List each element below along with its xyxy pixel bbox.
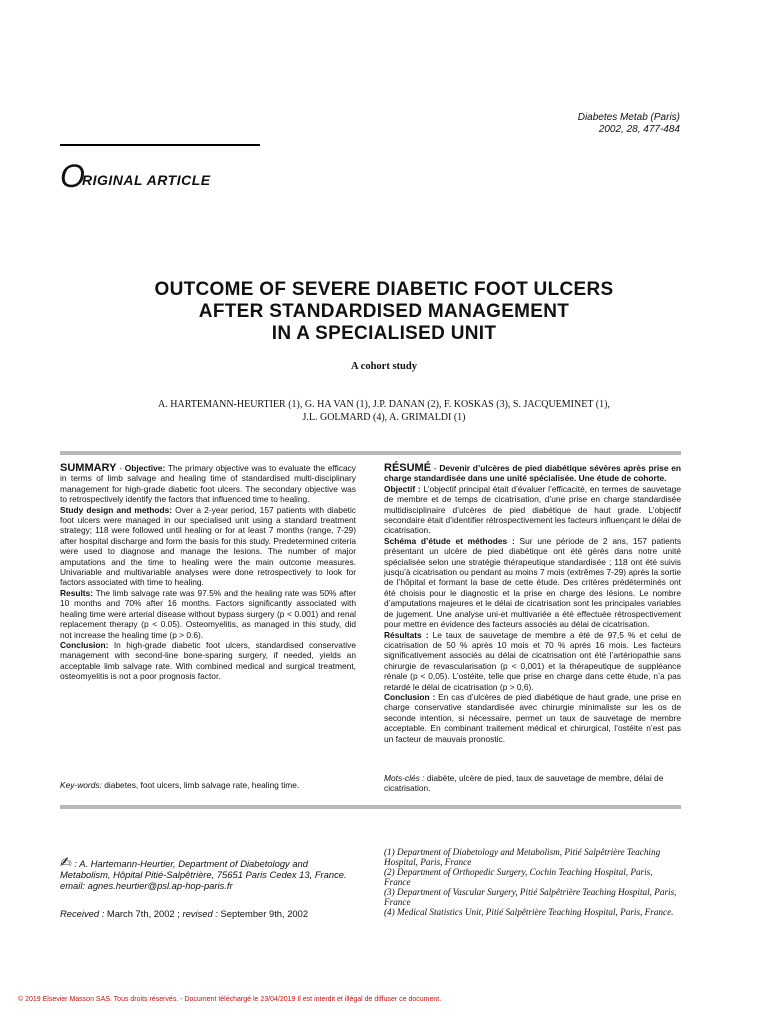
affiliation-4: (4) Medical Statistics Unit, Pitié Salpêtrière Teaching Hospital, Paris, France. (384, 907, 674, 917)
affiliation-3: (3) Department of Vascular Surgery, Pitié Salpêtrière Teaching Hospital, Paris, France (384, 887, 677, 907)
section-initial: O (60, 158, 85, 194)
revised-label: revised : (182, 908, 218, 919)
affiliation-2: (2) Department of Orthopedic Surgery, Cochin Teaching Hospital, Paris, France (384, 867, 653, 887)
divider-top (60, 451, 681, 455)
section-label (60, 144, 260, 196)
correspondence-text: : A. Hartemann-Heurtier, Department of Diabetology and Metabolism, Hôpital Pitié-Salpêtrière, 75651 Paris Cedex 13, France. (60, 858, 347, 880)
conclusion-text: In high-grade diabetic foot ulcers, standardised conservative management with second-line bone-sparing surgery, if needed, yields an acceptable limb salvage rate. With combined medical and surgical treatment, osteomyelitis is not a poor prognosis factor. (60, 639, 356, 682)
authors-line-2: J.L. GOLMARD (4), A. GRIMALDI (1) (302, 412, 466, 423)
results-label: Results: (60, 587, 94, 598)
copyright-footer: © 2019 Elsevier Masson SAS. Tous droits réservés. - Document téléchargé le 23/04/2019 Il est interdit et illégal de diffuser ce document. (18, 996, 442, 1003)
affiliation-1: (1) Department of Diabetology and Metabolism, Pitié Salpêtrière Teaching Hospital, Paris, France (384, 847, 661, 867)
title-line-2: AFTER STANDARDISED MANAGEMENT (198, 301, 570, 322)
correspondence (60, 854, 356, 891)
resume-heading: RÉSUMÉ (384, 462, 432, 474)
correspondence-email[interactable]: email: agnes.heurtier@psl.ap-hop-paris.fr (60, 880, 233, 891)
article-title (70, 279, 698, 345)
mots-cles-label: Mots-clés : (384, 773, 425, 783)
conclusion-label: Conclusion: (60, 639, 109, 650)
objectif-label: Objectif : (384, 483, 421, 494)
mots-cles-text: diabète, ulcère de pied, taux de sauvetage de membre, délai de cicatrisation. (384, 773, 664, 794)
objectif-text: L’objectif principal était d’évaluer l’efficacité, en termes de sauvetage de membre et de temps de cicatrisation, d’une prise en charge standardisée multidisciplinaire d’ulcères de pied diabétique de haut grade. L’objectif secondaire était d’identifier rétrospectivement les facteurs influençant le délai de cicatrisation. (384, 483, 682, 536)
received-date: March 7th, 2002 ; (104, 908, 183, 919)
schema-label: Schéma d’étude et méthodes : (384, 535, 515, 546)
authors-line-1: A. HARTEMANN-HEURTIER (1), G. HA VAN (1), J.P. DANAN (2), F. KOSKAS (3), S. JACQUEMINET (1), (158, 399, 610, 410)
journal-citation: 2002, 28, 477-484 (598, 124, 680, 135)
resultats-text: Le taux de sauvetage de membre a été de 97,5 % et celui de cicatrisation de 50 % après 10 mois et 70 % après 16 mois. Les facteurs significativement associés au délai de cicatrisation ont été l’artériopathie sans chirurgie de revascularisation (p < 0,001) et la thérapeutique de suppléance rénale (p < 0,05). L’ostéite, telle que prise en charge dans cette étude, n’a pas retardé le délai de cicatrisation (p > 0,6). (384, 629, 681, 692)
journal-reference (578, 112, 680, 136)
objective-label: Objective: (124, 463, 166, 473)
resume-title: Devenir d’ulcères de pied diabétique sévères après prise en charge standardisée dans une unité spécialisée. Une étude de cohorte. (384, 463, 681, 484)
design-label: Study design and methods: (60, 504, 173, 515)
correspondence-icon: ✍ (60, 854, 72, 870)
keywords (60, 780, 356, 790)
summary-heading: SUMMARY (60, 462, 117, 474)
design-text: Over a 2-year period, 157 patients with diabetic foot ulcers were managed in our specialised unit using a standard treatment strategy; 118 were followed until healing or for at least 7 months (range, 7-29) after hospital discharge and form the basis for this study. Predetermined criteria were used to diagnose and manage the lesions. The number of major amputations and the time to healing were the main outcome measures. Univariable and multivariable analyses were done retrospectively to look for factors associated with time to healing. (60, 504, 356, 588)
affiliations (384, 847, 681, 917)
summary-separator: - (116, 463, 125, 473)
section-rule (60, 144, 260, 146)
article-subtitle: A cohort study (351, 361, 417, 372)
resume-abstract (384, 463, 681, 744)
title-line-1: OUTCOME OF SEVERE DIABETIC FOOT ULCERS (154, 279, 614, 300)
resume-separator: - (431, 463, 440, 473)
divider-bottom (60, 805, 681, 809)
revised-date: September 9th, 2002 (217, 908, 309, 919)
conclusion-fr-label: Conclusion : (384, 691, 436, 702)
title-line-3: IN A SPECIALISED UNIT (271, 323, 497, 344)
keywords-label: Key-words: (60, 780, 102, 790)
resultats-label: Résultats : (384, 629, 429, 640)
objective-text: The primary objective was to evaluate the efficacy in terms of limb salvage and healing time of standardised multi-disciplinary management for high-grade diabetic foot ulcers. The secondary objective was to retrospectively identify the factors that influenced time to healing. (60, 463, 356, 505)
received-label: Received : (60, 908, 105, 919)
summary-abstract (60, 463, 356, 682)
schema-text: Sur une période de 2 ans, 157 patients présentant un ulcère de pied diabétique ont été gérés dans notre unité spécialisée selon une stratégie thérapeutique standardisée ; 118 ont été suivis jusqu’à cicatrisation ou pendant au moins 7 mois (extrêmes 7-29) après la sortie de l’hôpital et formant la base de cette étude. Des critères prédéterminés ont été choisis pour le diagnostic et la prise en charge des lésions. Le nombre d’amputations majeures et le délai de cicatrisation sont les principales variables de jugement. Une analyse uni-et multivariée a été effectuée rétrospectivement pour mettre en évidence des facteurs associés au délai de cicatrisation. (384, 535, 682, 630)
keywords-text: diabetes, foot ulcers, limb salvage rate, healing time. (101, 780, 300, 790)
results-text: The limb salvage rate was 97.5% and the healing rate was 50% after 10 months and 70% after 16 months. Factors significantly associated with healing time were arterial disease without bypass surgery (p < 0.001) and renal replacement therapy (p < 0.05). Osteomyelitis, as managed in this study, did not increase the healing time (p > 0.6). (60, 587, 356, 640)
received-dates (60, 908, 356, 919)
section-title: RIGINAL ARTICLE (82, 172, 211, 188)
author-list (80, 398, 688, 424)
conclusion-fr-text: En cas d’ulcères de pied diabétique de haut grade, une prise en charge conservative standardisée avec chirurgie minimaliste sur les os de seconde intention, si nécessaire, permet un taux de sauvetage de membre acceptable. En combinant traitement médical et chirurgical, l’ostéite n’est pas un facteur de mauvais pronostic. (384, 691, 681, 744)
mots-cles (384, 773, 681, 794)
journal-name: Diabetes Metab (Paris) (577, 112, 680, 123)
